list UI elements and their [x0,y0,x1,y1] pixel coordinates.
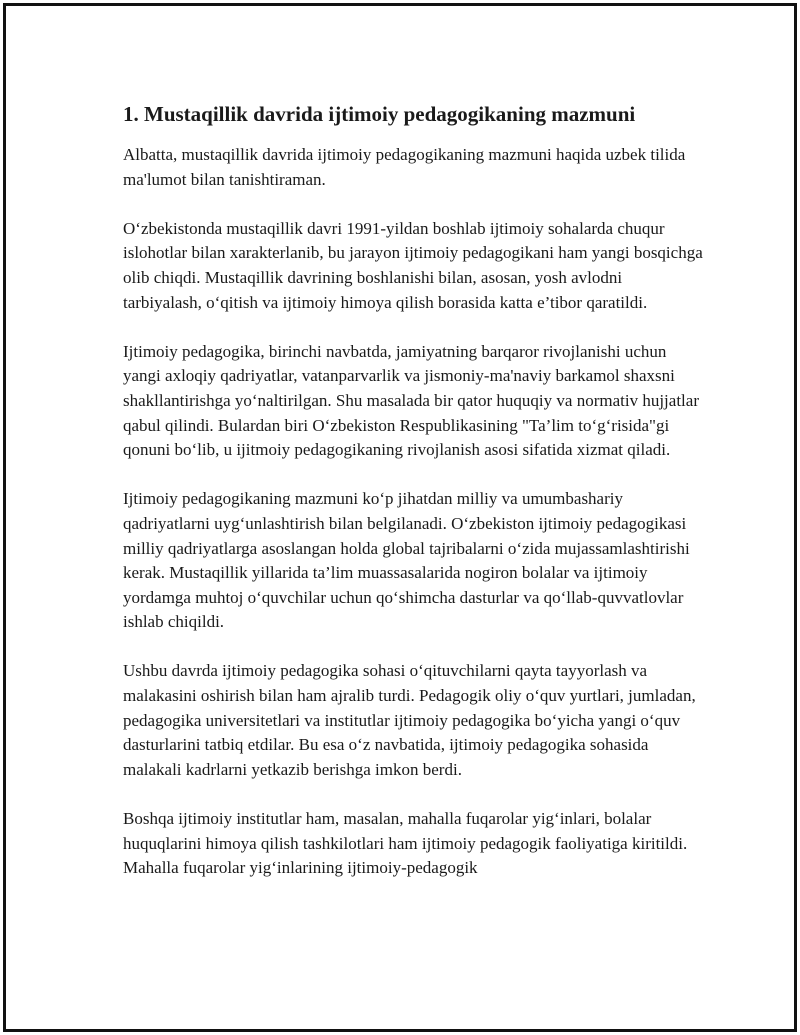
document-body [123,101,703,905]
paragraph-1: Albatta, mustaqillik davrida ijtimoiy pedagogikaning mazmuni haqida uzbek tilida ma'lumot bilan tanishtiraman. [123,145,686,189]
paragraph-6: Boshqa ijtimoiy institutlar ham, masalan, mahalla fuqarolar yig‘inlari, bolalar huquqlarini himoya qilish tashkilotlari ham ijtimoiy pedagogik faoliyatiga kiritildi. Mahalla fuqarolar yig‘inlarining ijtimoiy-pedagogik [123,809,688,878]
paragraph-2: O‘zbekistonda mustaqillik davri 1991-yildan boshlab ijtimoiy sohalarda chuqur islohotlar bilan xarakterlanib, bu jarayon ijtimoiy pedagogikani ham yangi bosqichga olib chiqdi. Mustaqillik davrining boshlanishi bilan, asosan, yosh avlodni tarbiyalash, o‘qitish va ijtimoiy himoya qilish borasida katta e’tibor qaratildi. [123,218,703,312]
paragraph-5: Ushbu davrda ijtimoiy pedagogika sohasi o‘qituvchilarni qayta tayyorlash va malakasini oshirish bilan ham ajralib turdi. Pedagogik oliy o‘quv yurtlari, jumladan, pedagogika universitetlari va institutlar ijtimoiy pedagogika bo‘yicha yangi o‘quv dasturlarini tatbiq etdilar. Bu esa o‘z navbatida, ijtimoiy pedagogika sohasida malakali kadrlarni yetkazib berishga imkon berdi. [123,661,696,779]
paragraph-3: Ijtimoiy pedagogika, birinchi navbatda, jamiyatning barqaror rivojlanishi uchun yangi axloqiy qadriyatlar, vatanparvarlik va jismoniy-ma'naviy barkamol shaxsni shakllantirishga yo‘naltirilgan. Shu masalada bir qator huquqiy va normativ hujjatlar qabul qilindi. Bulardan biri O‘zbekiston Respublikasining "Ta’lim to‘g‘risida"gi qonuni bo‘lib, u ijitmoiy pedagogikaning rivojlanish asosi sifatida xizmat qiladi. [123,341,699,460]
paragraph-4: Ijtimoiy pedagogikaning mazmuni ko‘p jihatdan milliy va umumbashariy qadriyatlarni uyg‘unlashtirish bilan belgilanadi. O‘zbekiston ijtimoiy pedagogikasi milliy qadriyatlarga asoslangan holda global tajribalarni o‘zida mujassamlashtirishi kerak. Mustaqillik yillarida ta’lim muassasalarida nogiron bolalar va ijtimoiy yordamga muhtoj o‘quvchilar uchun qo‘shimcha dasturlar va qo‘llab-quvvatlovlar ishlab chiqildi. [123,489,690,632]
page-frame [3,3,797,1032]
section-heading: 1. Mustaqillik davrida ijtimoiy pedagogikaning mazmuni [123,102,636,126]
